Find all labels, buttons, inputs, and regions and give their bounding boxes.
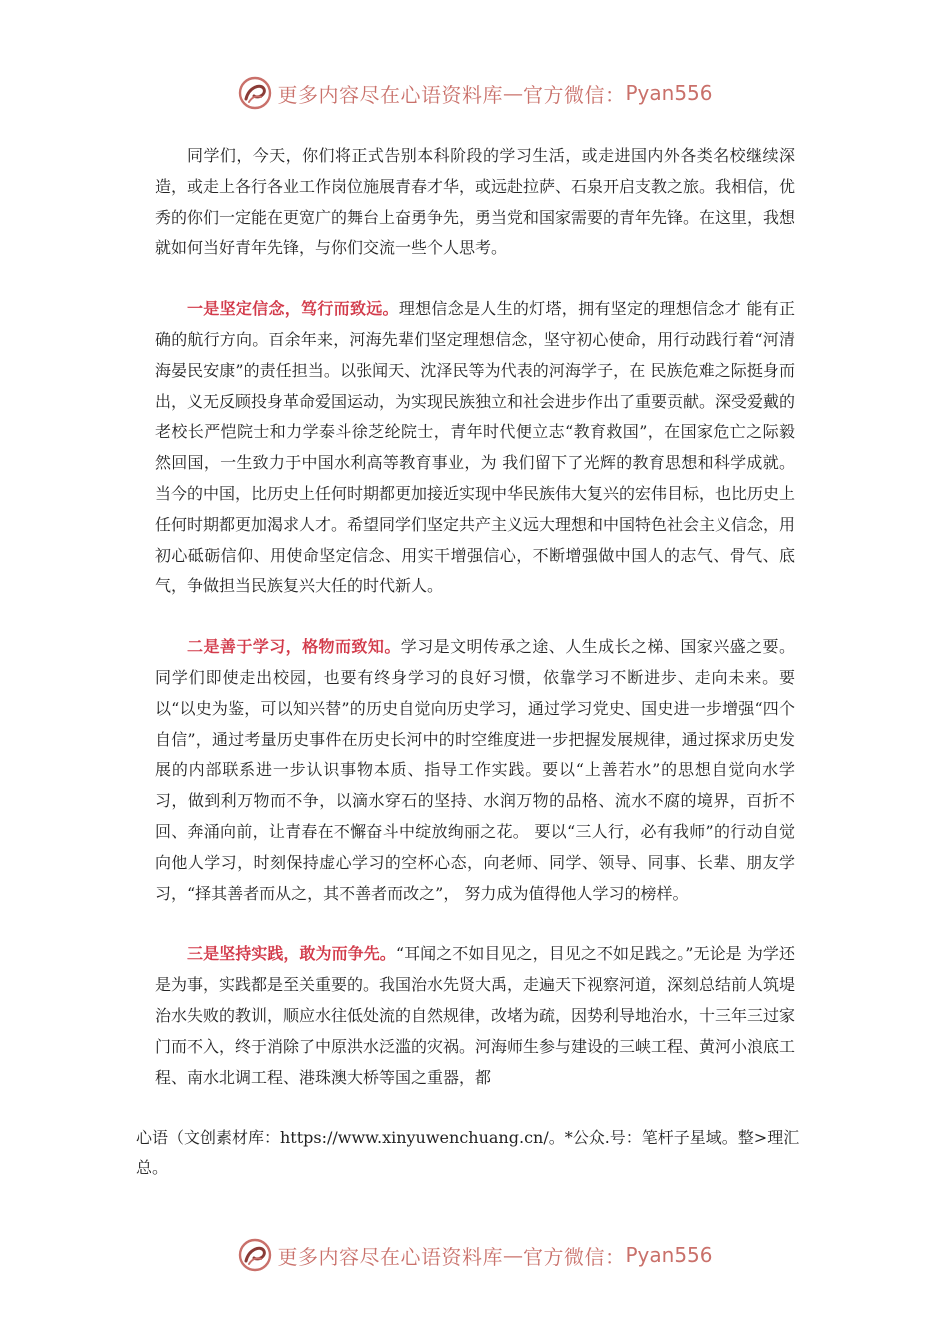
banner-separator: — [502, 1243, 523, 1267]
paragraph-text: 同学们，今天，你们将正式告别本科阶段的学习生活，或走进国内外各类名校继续深造，或走上各行各业工作岗位施展青春才华，或远赴拉萨、石泉开启支教之旅。我相信，优秀的你们一定能在更宽广的舞台上奋勇争先，勇当党和国家需要的青年先锋。在这里，我想就如何当好青年先锋，与你们交流一些个人思考。 [155, 146, 796, 258]
banner-wechat-label: 官方微信： [522, 1244, 626, 1269]
paragraph-intro [155, 141, 795, 264]
paragraph-belief [155, 294, 795, 602]
paragraph-learning [155, 632, 795, 909]
banner-wechat-id: Pyan556 [625, 81, 713, 105]
paragraph-text: 理想信念是人生的灯塔，拥有坚定的理想信念才 能有正确的航行方向。百余年来，河海先辈们坚定理想信念，坚守初心使命，用行动践行着“河清海晏民安康”的责任担当。以张闻天、沈泽民等为代表的河海学子，在 民族危难之际挺身而出，义无反顾投身革命爱国运动，为实现民族独立和社会进步作出了重要贡献。深受爱戴的老校长严恺院士和力学泰斗徐芝纶院士，青年时代便立志“教育救国”，在国家危亡之际毅然回国，一生致力于中国水利高等教育事业，为 我们留下了光辉的教育思想和科学成就。当今的中国，比历史上任何时期都更加接近实现中华民族伟大复兴的宏伟目标，也比历史上任何时期都更加渴求人才。希望同学们坚定共产主义远大理想和中国特色社会主义信念，用初心砥砺信仰、用使命坚定信念、用实干增强信心，不断增强做中国人的志气、骨气、底气，争做担当民族复兴大任的时代新人。 [155, 299, 796, 596]
swirl-logo-icon [237, 1237, 273, 1273]
paragraph-text: 学习是文明传承之途、人生成长之梯、国家兴盛之要。同学们即使走出校园，也要有终身学习的良好习惯，依靠学习不断进步、走向未来。要以“以史为鉴，可以知兴替”的历史自觉向历史学习，通过学习党史、国史进一步增强“四个自信”，通过考量历史事件在历史长河中的时空维度进一步把握发展规律，通过探求历史发展的内部联系进一步认识事物本质、指导工作实践。要以“上善若水”的思想自觉向水学习，做到利万物而不争，以滴水穿石的坚持、水润万物的品格、流水不腐的境界，百折不回、奔涌向前，让青春在不懈奋斗中绽放绚丽之花。 要以“三人行，必有我师”的行动自觉向他人学习，时刻保持虚心学习的空杯心态，向老师、同学、领导、同事、长辈、朋友学习，“择其善者而从之，其不善者而改之”， 努力成为值得他人学习的榜样。 [155, 637, 795, 903]
paragraph-practice [155, 939, 795, 1093]
source-note: 心语（文创素材库：https://www.xinyuwenchuang.cn/。*公众.号：笔杆子星域。整>理汇总。 [136, 1128, 800, 1177]
banner-text: 更多内容尽在心语资料库 [277, 82, 503, 107]
banner-wechat-label: 官方微信： [522, 82, 626, 107]
article-body [155, 141, 795, 1093]
footer-banner [0, 1232, 950, 1278]
swirl-logo-icon [237, 75, 273, 111]
paragraph-gap [155, 602, 795, 632]
paragraph-lead: 二是善于学习，格物而致知。 [187, 637, 401, 657]
paragraph-gap [155, 909, 795, 939]
paragraph-lead: 一是坚定信念，笃行而致远。 [187, 299, 399, 319]
banner-text: 更多内容尽在心语资料库 [277, 1244, 503, 1269]
paragraph-gap [155, 264, 795, 294]
paragraph-text: “耳闻之不如目见之，目见之不如足践之。”无论是 为学还是为事，实践都是至关重要的。我国治水先贤大禹，走遍天下视察河道，深刻总结前人筑堤治水失败的教训，顺应水往低处流的自然规律，改堵为疏，因势利导地治水，十三年三过家门而不入，终于消除了中原洪水泛滥的灾祸。河海师生参与建设的三峡工程、黄河小浪底工程、南水北调工程、港珠澳大桥等国之重器，都 [155, 944, 796, 1087]
paragraph-lead: 三是坚持实践，敢为而争先。 [187, 944, 396, 964]
banner-separator: — [502, 81, 523, 105]
banner-wechat-id: Pyan556 [625, 1243, 713, 1267]
header-banner [0, 70, 950, 116]
